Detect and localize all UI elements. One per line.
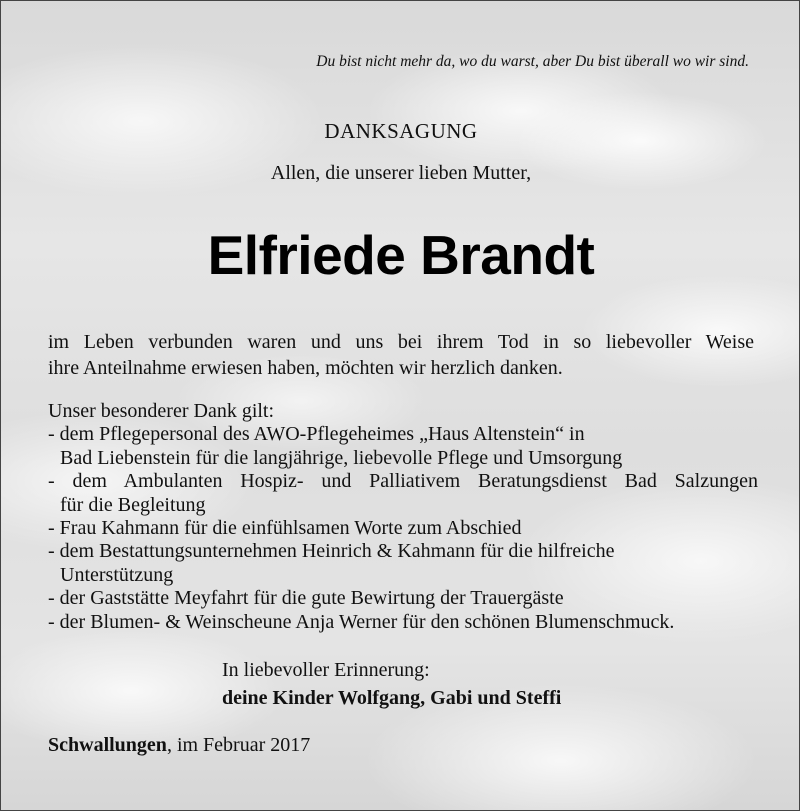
signature-line: deine Kinder Wolfgang, Gabi und Steffi xyxy=(222,687,562,709)
list-item: - dem Bestattungsunternehmen Heinrich & Kahmann für die hilfreiche xyxy=(48,540,615,563)
list-item: - der Gaststätte Meyfahrt für die gute Bewirtung der Trauergäste xyxy=(48,587,564,610)
list-item-continuation: Unterstützung xyxy=(60,563,174,586)
list-item: - der Blumen- & Weinscheune Anja Werner für den schönen Blumenschmuck. xyxy=(48,610,675,633)
list-item: - Frau Kahmann für die einfühlsamen Worte zum Abschied xyxy=(48,517,522,540)
motto-quote: Du bist nicht mehr da, wo du warst, aber Du bist überall wo wir sind. xyxy=(316,53,749,70)
deceased-name: Elfriede Brandt xyxy=(207,224,595,286)
notice-heading: DANKSAGUNG xyxy=(324,119,478,143)
list-item: - dem Ambulanten Hospiz- und Palliativem Beratungsdienst Bad Salzungen xyxy=(48,470,758,493)
list-item-continuation: Bad Liebenstein für die langjährige, liebevolle Pflege und Umsorgung xyxy=(60,446,623,469)
special-thanks-title: Unser besonderer Dank gilt: xyxy=(48,400,275,422)
memory-signature xyxy=(222,656,561,712)
place-town: Schwallungen xyxy=(48,734,167,756)
list-item-continuation: für die Begleitung xyxy=(60,493,206,516)
special-thanks-list xyxy=(48,400,758,634)
thanks-paragraph xyxy=(48,329,754,381)
place-date-text: , im Februar 2017 xyxy=(166,734,311,756)
paragraph-line-1: im Leben verbunden waren und uns bei ihrem Tod in so liebevoller Weise xyxy=(48,331,754,353)
paragraph-line-2: ihre Anteilnahme erwiesen haben, möchten wir herzlich danken. xyxy=(48,357,563,379)
place-date xyxy=(48,734,310,757)
memory-line: In liebevoller Erinnerung: xyxy=(222,659,430,681)
list-item: - dem Pflegepersonal des AWO-Pflegeheimes „Haus Altenstein“ in xyxy=(48,423,585,446)
intro-line: Allen, die unserer lieben Mutter, xyxy=(270,162,532,184)
